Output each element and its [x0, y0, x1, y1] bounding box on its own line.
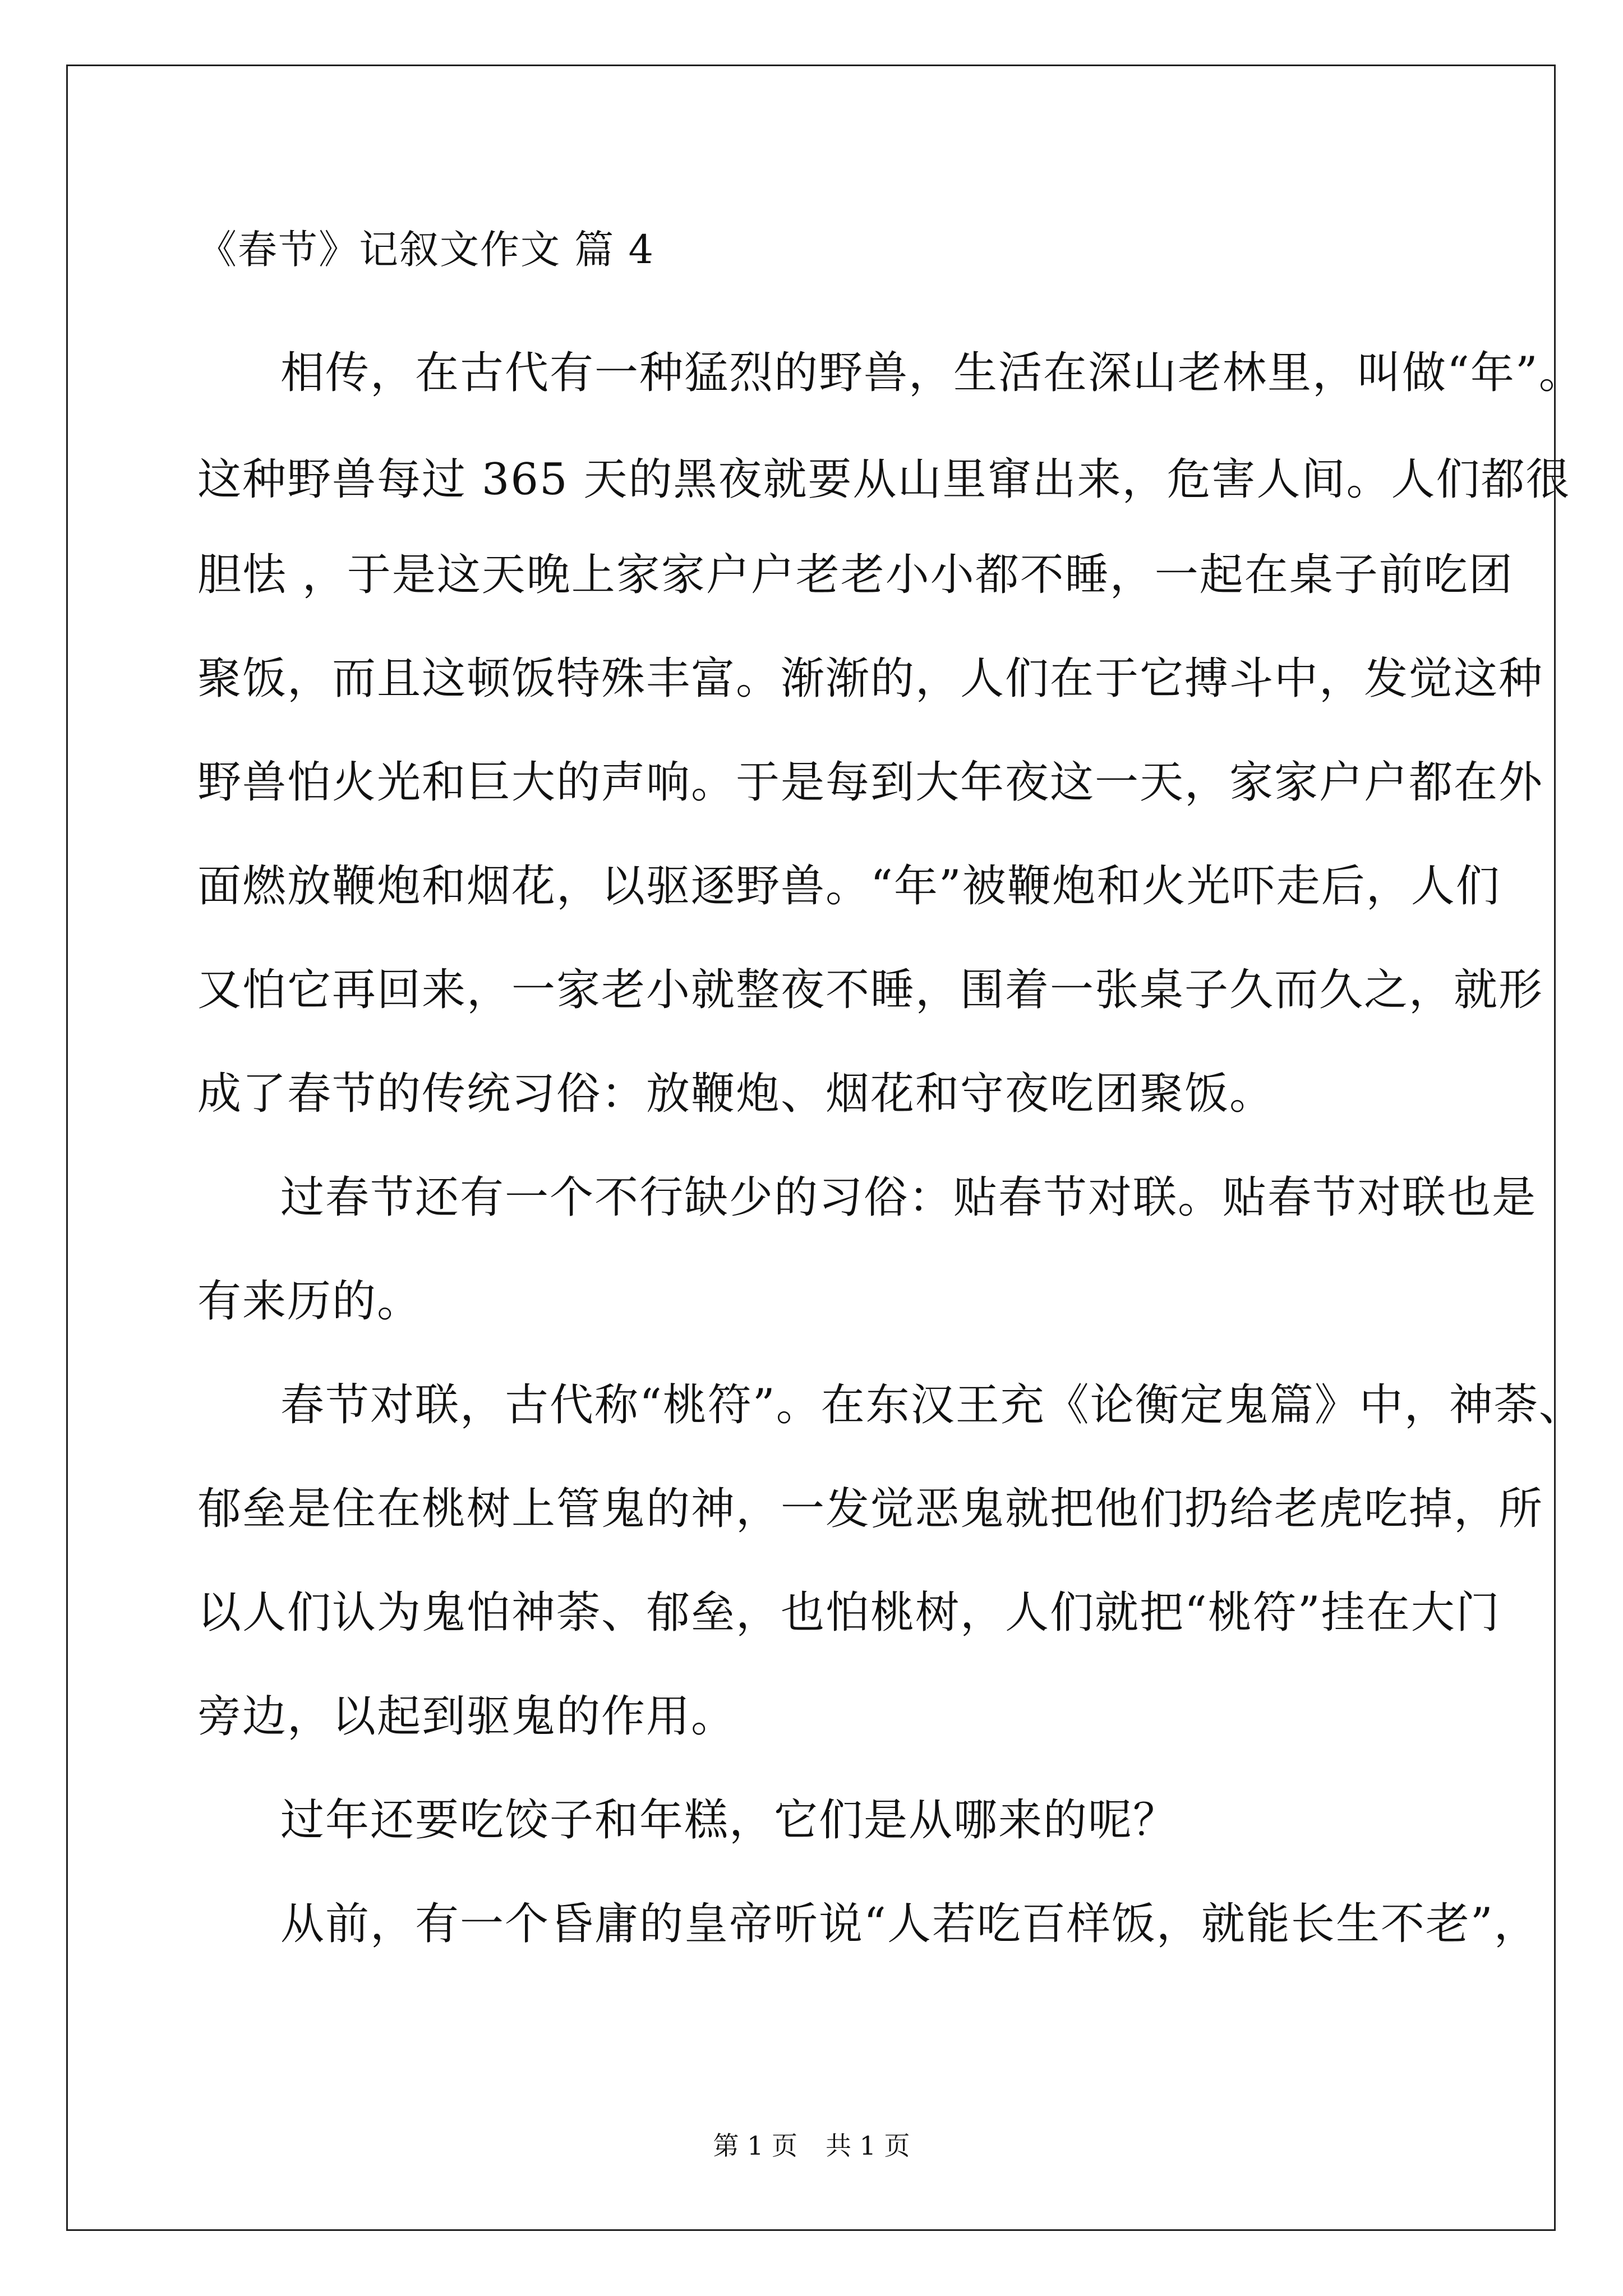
- paragraph-1-line-8: 成了春节的传统习俗：放鞭炮、烟花和守夜吃团聚饭。: [197, 1069, 1275, 1119]
- page-total: 共 1 页: [826, 2131, 910, 2161]
- paragraph-3-line-2: 郁垒是住在桃树上管鬼的神，一发觉恶鬼就把他们扔给老虎吃掉，所: [197, 1484, 1544, 1534]
- paragraph-3-line-1: 春节对联，古代称“桃符”。在东汉王充《论衡定鬼篇》中，神荼、: [280, 1380, 1584, 1430]
- paragraph-1-line-7: 又怕它再回来，一家老小就整夜不睡，围着一张桌子久而久之，就形: [197, 965, 1544, 1015]
- paragraph-3-line-3: 以人们认为鬼怕神荼、郁垒，也怕桃树，人们就把“桃符”挂在大门: [197, 1588, 1501, 1638]
- page-number: 第 1 页: [713, 2131, 797, 2161]
- paragraph-5-line-1: 从前，有一个昏庸的皇帝听说“人若吃百样饭，就能长生不老”，: [280, 1899, 1539, 1949]
- paragraph-2-line-1: 过春节还有一个不行缺少的习俗：贴春节对联。贴春节对联也是: [280, 1172, 1537, 1223]
- paragraph-1-line-5: 野兽怕火光和巨大的声响。于是每到大年夜这一天，家家户户都在外: [197, 757, 1544, 808]
- page-footer: [0, 2129, 1623, 2162]
- paragraph-1-line-3: 胆怯 ，于是这天晚上家家户户老老小小都不睡，一起在桌子前吃团: [197, 550, 1514, 600]
- document-title: 《春节》记叙文作文 篇 4: [197, 227, 655, 273]
- paragraph-1-line-4: 聚饭，而且这顿饭特殊丰富。渐渐的，人们在于它搏斗中，发觉这种: [197, 654, 1544, 704]
- paragraph-1-line-1: 相传，在古代有一种猛烈的野兽，生活在深山老林里，叫做“年”。: [280, 348, 1584, 398]
- paragraph-1-line-2: 这种野兽每过 365 天的黑夜就要从山里窜出来，危害人间。人们都很: [197, 454, 1571, 505]
- paragraph-3-line-4: 旁边，以起到驱鬼的作用。: [197, 1691, 736, 1742]
- paragraph-4-line-1: 过年还要吃饺子和年糕，它们是从哪来的呢？: [280, 1795, 1178, 1846]
- paragraph-1-line-6: 面燃放鞭炮和烟花，以驱逐野兽。“年”被鞭炮和火光吓走后，人们: [197, 861, 1501, 912]
- paragraph-2-line-2: 有来历的。: [197, 1276, 422, 1327]
